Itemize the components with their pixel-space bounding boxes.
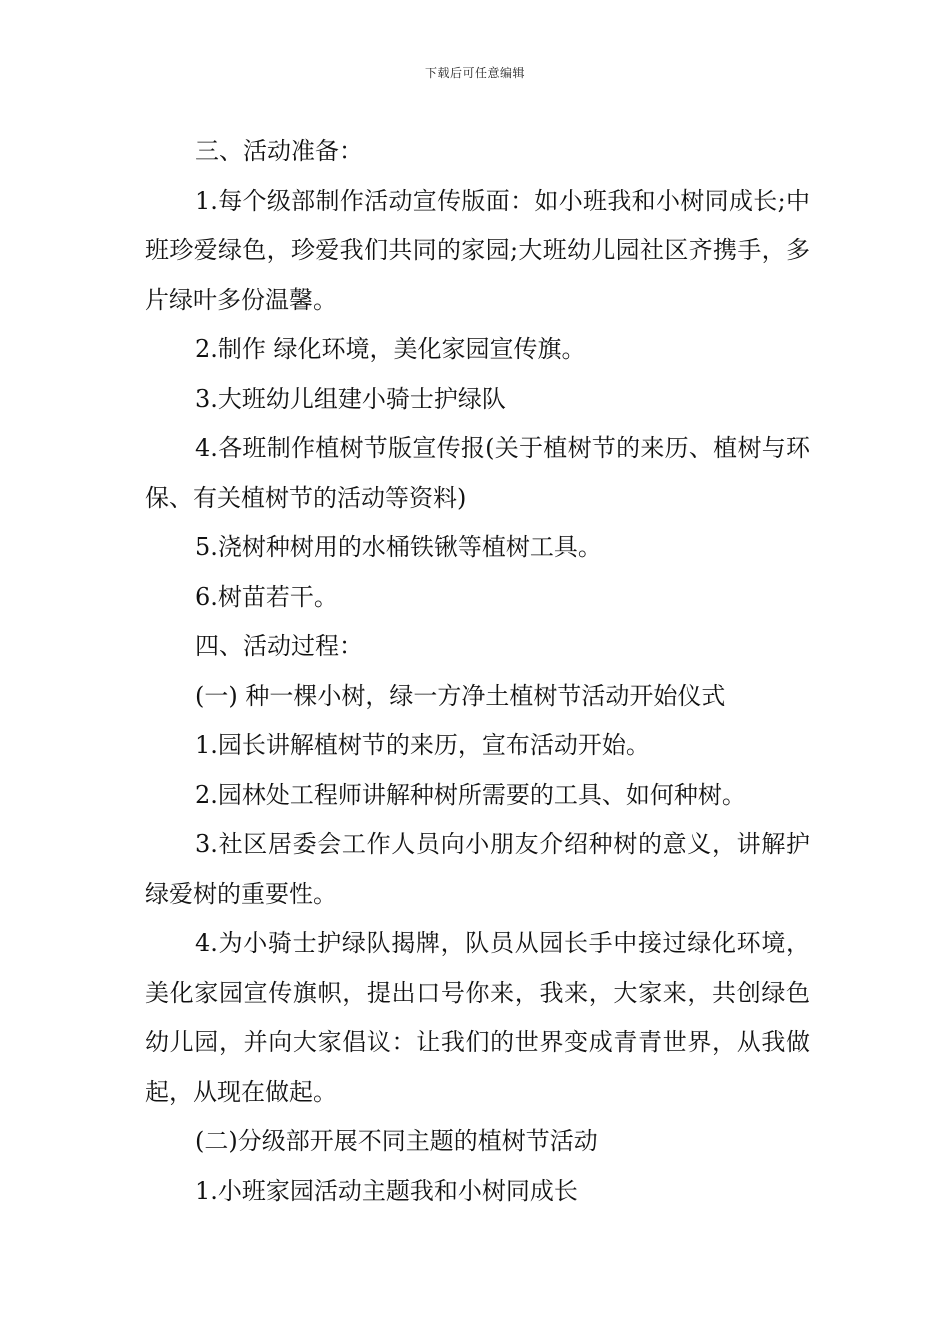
paragraph: 4.各班制作植树节版宣传报(关于植树节的来历、植树与环保、有关植树节的活动等资料): [145, 434, 810, 512]
paragraph: 2.制作 绿化环境，美化家园宣传旗。: [195, 335, 586, 363]
paragraph: 4.为小骑士护绿队揭牌，队员从园长手中接过绿化环境，美化家园宣传旗帜，提出口号你来，我来，大家来，共创绿色幼儿园，并向大家倡议：让我们的世界变成青青世界，从我做起，从现在做起。: [145, 929, 810, 1106]
subsection-heading: (一) 种一棵小树，绿一方净土植树节活动开始仪式: [195, 681, 726, 710]
paragraph: 2.园林处工程师讲解种树所需要的工具、如何种树。: [195, 780, 746, 809]
paragraph: 6.树苗若干。: [195, 582, 338, 611]
paragraph: 5.浇树种树用的水桶铁锹等植树工具。: [195, 533, 602, 561]
paragraph: 3.大班幼儿组建小骑士护绿队: [195, 384, 506, 413]
section-heading-preparation: 三、活动准备：: [195, 137, 363, 165]
subsection-heading: (二)分级部开展不同主题的植树节活动: [195, 1127, 598, 1155]
paragraph: 1.每个级部制作活动宣传版面：如小班我和小树同成长;中班珍爱绿色，珍爱我们共同的家园;大班幼儿园社区齐携手，多片绿叶多份温馨。: [145, 186, 810, 314]
section-heading-process: 四、活动过程：: [195, 632, 363, 660]
paragraph: 1.园长讲解植树节的来历，宣布活动开始。: [195, 731, 650, 759]
page-header-note: 下载后可任意编辑: [424, 66, 525, 80]
paragraph: 3.社区居委会工作人员向小朋友介绍种树的意义，讲解护绿爱树的重要性。: [145, 830, 810, 908]
document-body: [145, 127, 810, 1216]
paragraph: 1.小班家园活动主题我和小树同成长: [195, 1176, 578, 1205]
